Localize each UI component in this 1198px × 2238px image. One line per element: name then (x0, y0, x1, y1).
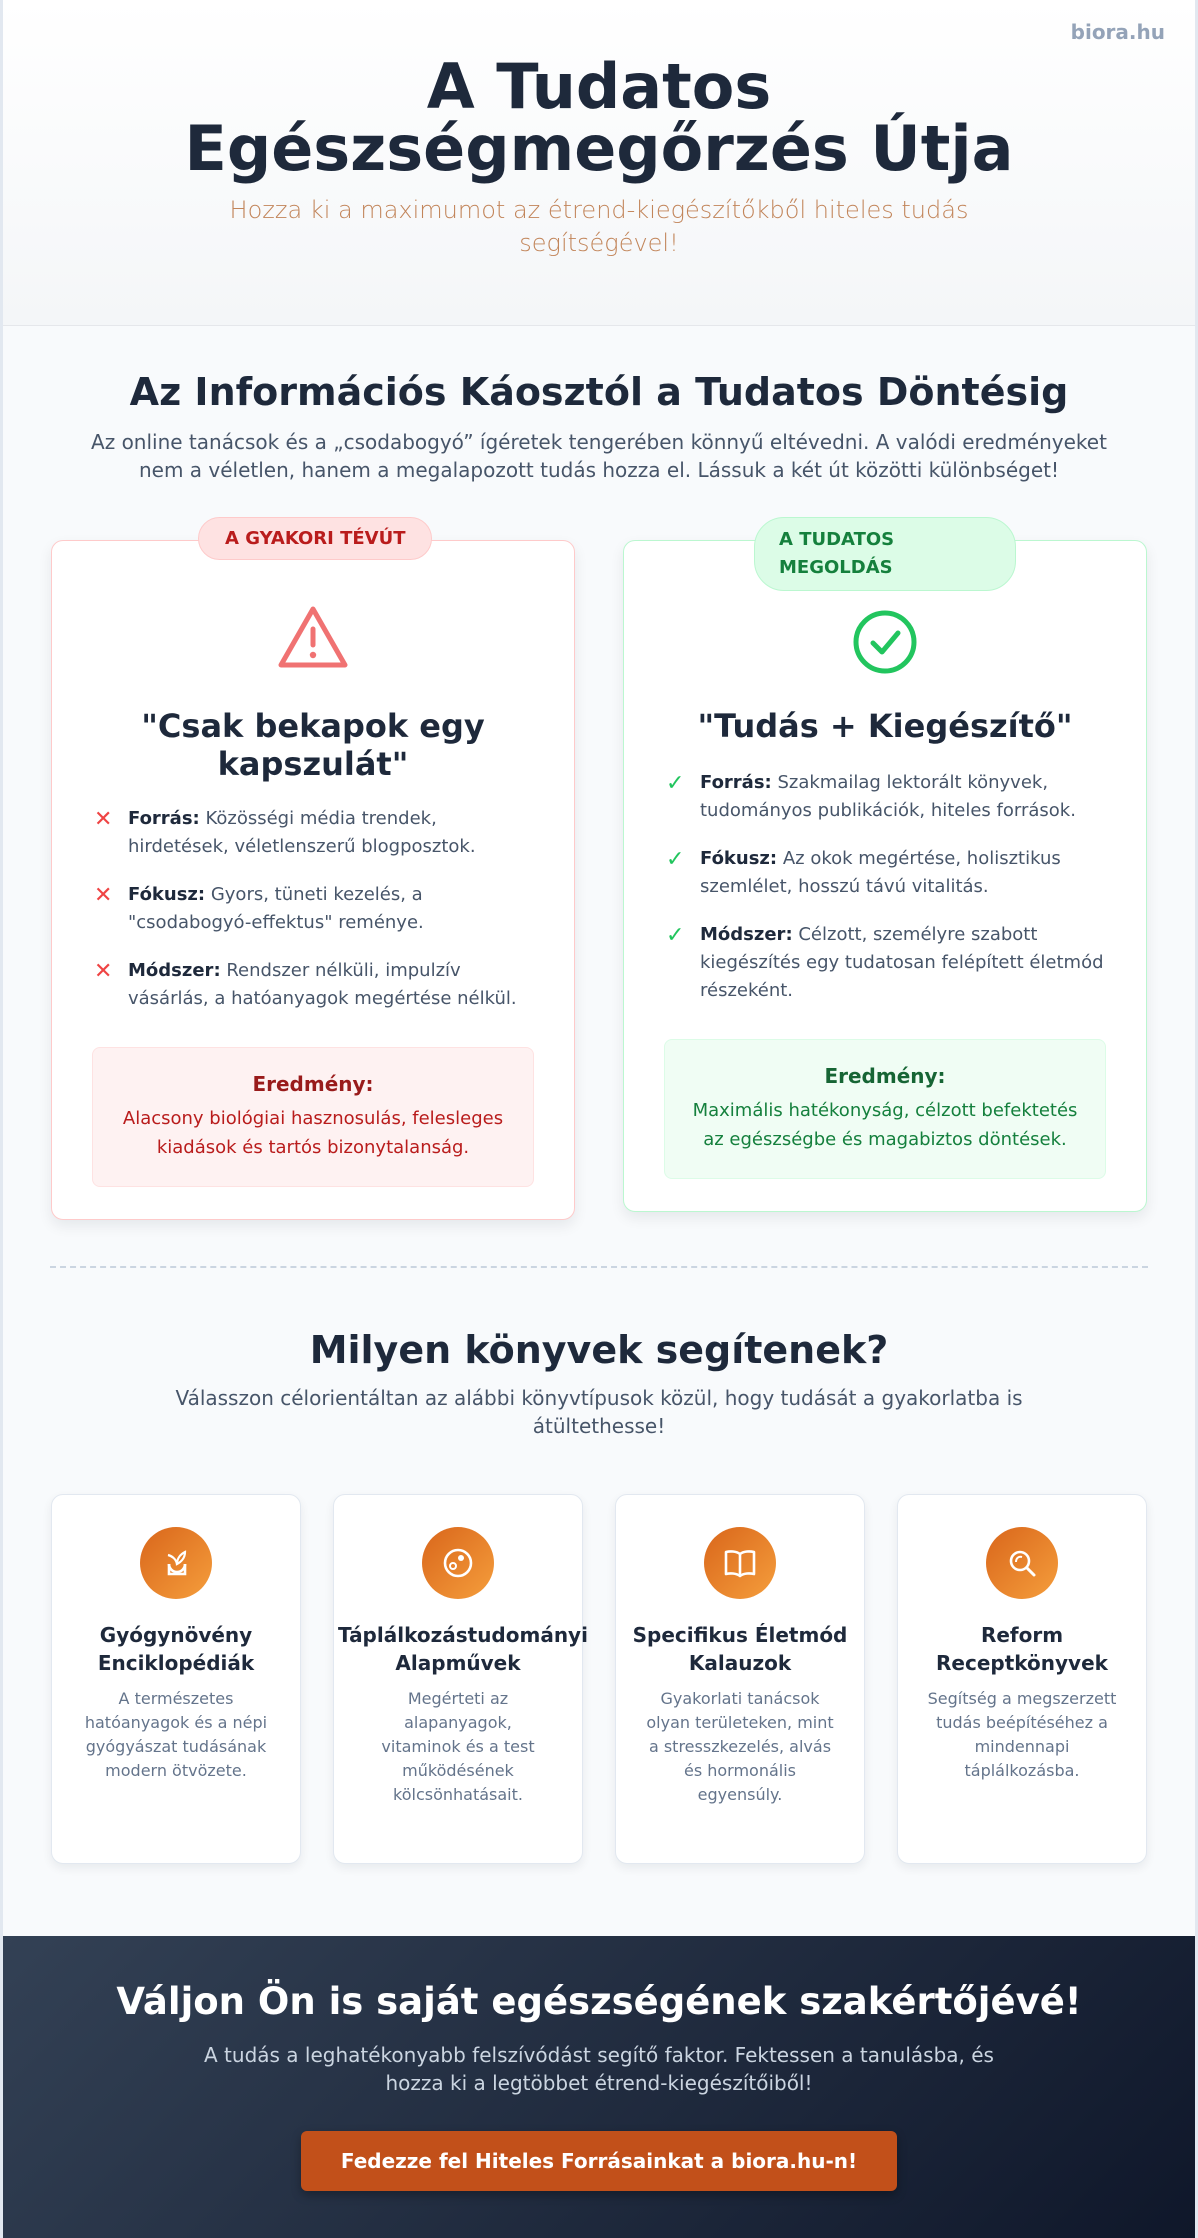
brand-tag[interactable]: biora.hu (1070, 20, 1165, 44)
solution-title: "Tudás + Kiegészítő" (697, 707, 1073, 745)
solution-card (623, 529, 1147, 1212)
book-text: Segítség a megszerzett tudás beépítéséhez a mindennapi táplálkozásba. (927, 1689, 1117, 1780)
book-text: Gyakorlati tanácsok olyan területeken, mint a stresszkezelés, alvás és hormonális egyensúly. (646, 1689, 834, 1804)
cross-icon: ✕ (94, 883, 113, 908)
book-title: Gyógynövény Enciklopédiák (97, 1623, 255, 1675)
check-circle-icon (852, 609, 918, 679)
point-text: Szakmailag lektorált könyvek, tudományos publikációk, hiteles források. (700, 772, 1076, 821)
list-item (94, 957, 536, 1013)
point-text: Rendszer nélküli, impulzív vásárlás, a hatóanyagok megértése nélkül. (128, 960, 517, 1009)
book-text: A természetes hatóanyagok és a népi gyógyászat tudásának modern ötvözete. (84, 1689, 268, 1780)
result-title: Eredmény: (252, 1072, 374, 1096)
recipe-search-icon (986, 1527, 1058, 1599)
misconception-title: "Csak bekapok egy kapszulát" (141, 707, 485, 783)
result-text: Alacsony biológiai hasznosulás, felesleges kiadások és tartós bizonytalanság. (122, 1108, 504, 1158)
point-text: Gyors, tüneti kezelés, a "csodabogyó-effektus" reménye. (128, 884, 424, 933)
list-item (666, 845, 1108, 901)
point-label: Forrás: (128, 808, 200, 829)
book-card-recipes[interactable] (897, 1494, 1147, 1864)
warning-icon (277, 605, 349, 675)
cross-icon: ✕ (94, 807, 113, 832)
point-label: Módszer: (700, 924, 793, 945)
cta-button[interactable]: Fedezze fel Hiteles Forrásainkat a biora.hu-n! (301, 2131, 897, 2191)
list-item (666, 921, 1108, 1005)
result-text: Maximális hatékonyság, célzott befektetés az egészségbe és magabiztos döntések. (692, 1100, 1078, 1150)
comparison-section (3, 370, 1195, 1204)
comparison-cards (3, 484, 1195, 1204)
nutrition-icon (422, 1527, 494, 1599)
cta-text: A tudás a leghatékonyabb felszívódást segítő faktor. Fektessen a tanulásba, és hozza ki a legtöbbet étrend-kiegészítőiből! (204, 2043, 994, 2095)
comparison-title: Az Információs Káosztól a Tudatos Döntésig (129, 370, 1069, 414)
book-open-icon (704, 1527, 776, 1599)
book-text: Megérteti az alapanyagok, vitaminok és a test működésének kölcsönhatásait. (381, 1689, 535, 1804)
book-title: Táplálkozástudományi Alapművek (338, 1623, 588, 1675)
misconception-points (94, 805, 536, 1033)
hero (3, 0, 1195, 326)
section-divider (50, 1266, 1148, 1268)
comparison-description: Az online tanácsok és a „csodabogyó” ígéretek tengerében könnyű eltévedni. A valódi eredményeket nem a véletlen, hanem a megalapozott tudás hozza el. Lássuk a két út közötti különbséget! (91, 430, 1107, 482)
check-icon: ✓ (666, 847, 685, 872)
cross-icon: ✕ (94, 959, 113, 984)
list-item (94, 881, 536, 937)
cta-title: Váljon Ön is saját egészségének szakértőjévé! (116, 1980, 1082, 2023)
result-title: Eredmény: (824, 1064, 946, 1088)
misconception-result (92, 1047, 534, 1187)
book-card-lifestyle[interactable] (615, 1494, 865, 1864)
hero-subtitle: Hozza ki a maximumot az étrend-kiegészítőkből hiteles tudás segítségével! (229, 196, 969, 257)
point-text: Célzott, személyre szabott kiegészítés egy tudatosan felépített életmód részeként. (700, 924, 1104, 1001)
point-text: Az okok megértése, holisztikus szemlélet, hosszú távú vitalitás. (700, 848, 1061, 897)
book-title: Specifikus Életmód Kalauzok (632, 1623, 848, 1675)
point-label: Fókusz: (700, 848, 778, 869)
point-label: Forrás: (700, 772, 772, 793)
book-types (3, 1494, 1195, 1914)
solution-result (664, 1039, 1106, 1179)
misconception-card (51, 528, 575, 1220)
books-title: Milyen könyvek segítenek? (309, 1328, 889, 1372)
point-label: Fókusz: (128, 884, 206, 905)
misconception-badge: A GYAKORI TÉVÚT (198, 517, 432, 560)
book-card-nutrition[interactable] (333, 1494, 588, 1864)
check-icon: ✓ (666, 923, 685, 948)
books-description: Válasszon célorientáltan az alábbi könyvtípusok közül, hogy tudását a gyakorlatba is átültethesse! (175, 1386, 1023, 1438)
books-section (3, 1328, 1195, 1914)
point-text: Közösségi média trendek, hirdetések, véletlenszerű blogposztok. (128, 808, 476, 857)
book-card-herbal[interactable] (51, 1494, 301, 1864)
list-item (94, 805, 536, 861)
list-item (666, 769, 1108, 825)
herb-icon (140, 1527, 212, 1599)
check-icon: ✓ (666, 771, 685, 796)
hero-title: A Tudatos Egészségmegőrzés Útja (184, 50, 1014, 185)
solution-points (666, 769, 1108, 1025)
point-label: Módszer: (128, 960, 221, 981)
book-title: Reform Receptkönyvek (936, 1623, 1108, 1675)
solution-badge: A TUDATOS MEGOLDÁS (754, 517, 1016, 591)
call-to-action (3, 1936, 1195, 2238)
